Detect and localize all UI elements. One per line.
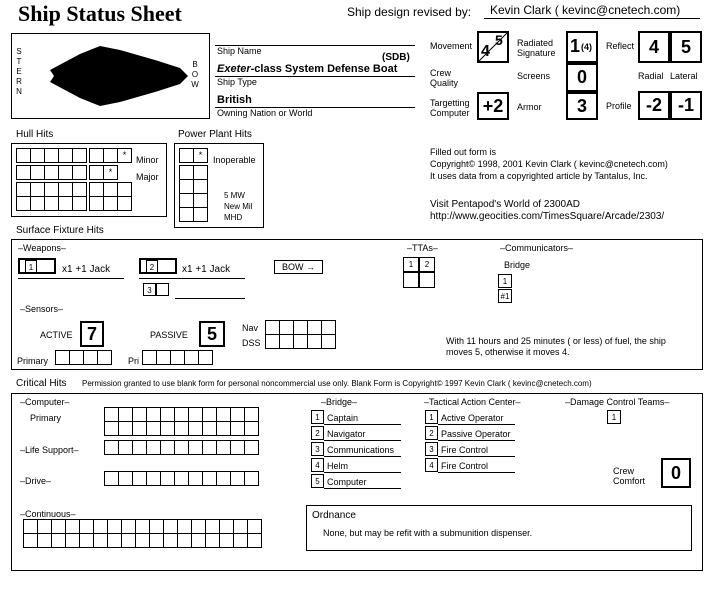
lateral-label: Lateral [670, 71, 698, 81]
continuous-label: –Continuous– [20, 509, 76, 519]
radiated-box [566, 31, 598, 63]
profile-radial-box [638, 91, 670, 120]
note-line-1: Filled out form is [430, 147, 497, 157]
ttas-label: –TTAs– [407, 243, 438, 253]
surface-box [11, 239, 703, 370]
tactical-item[interactable]: 2 Passive Operator [425, 426, 515, 442]
weapon-1-text: x1 +1 Jack [62, 264, 111, 275]
ship-class [217, 63, 397, 75]
crew-comfort-value: 0 [670, 463, 681, 483]
weapon-2-text: x1 +1 Jack [182, 264, 231, 275]
screens-box [566, 63, 598, 92]
radiated-label: Radiated Signature [517, 38, 556, 58]
hull-extra-grid[interactable] [17, 183, 87, 211]
ordnance-text: None, but may be refit with a submunition dispenser. [323, 528, 533, 538]
fuel-note-2: moves 5, otherwise it moves 4. [446, 347, 570, 357]
power-inoperable: Inoperable [213, 155, 256, 165]
tta-4[interactable] [419, 272, 435, 288]
passive-value: 5 [206, 324, 217, 344]
fuel-note-1: With 11 hours and 25 minutes ( or less) of fuel, the ship [446, 336, 666, 346]
comm-2[interactable]: #1 [498, 289, 512, 303]
ship-name-label: Ship Name [217, 46, 262, 56]
tta-1[interactable]: 1 [403, 257, 419, 272]
bridge-item[interactable]: 5 Computer [311, 474, 401, 490]
ship-type-label: Ship Type [217, 77, 257, 87]
nav-label: Nav [242, 323, 259, 333]
armor-box [566, 92, 598, 120]
reflect-lateral-box [670, 31, 702, 63]
power-spec-1: 5 MW [224, 191, 245, 200]
ship-code: (SDB) [382, 52, 410, 63]
dss-label: DSS [242, 338, 261, 348]
drive-grid[interactable] [105, 472, 259, 486]
bridge-item[interactable]: 4 Helm [311, 458, 401, 474]
bridge-item[interactable]: 3 Communications [311, 442, 401, 458]
stern-label: S T E R N [16, 47, 22, 96]
power-spec-3: MHD [224, 213, 243, 222]
hull-minor-star: * [117, 148, 132, 163]
movement-top: 5 [495, 32, 503, 48]
bridge-item[interactable]: 2 Navigator [311, 426, 401, 442]
active-box [80, 321, 104, 347]
reflect-lateral-value: 5 [680, 37, 691, 57]
radial-label: Radial [638, 71, 664, 81]
sensor-pri-grid[interactable] [143, 351, 213, 365]
armor-value: 3 [576, 96, 587, 116]
reflect-radial-value: 4 [648, 37, 659, 57]
reflect-label: Reflect [606, 41, 635, 51]
comm-1[interactable]: 1 [498, 274, 512, 288]
note-line-3: It uses data from a copyrighted article by Tantalus, Inc. [430, 171, 648, 181]
computer-grid[interactable] [105, 408, 259, 436]
tta-2[interactable]: 2 [419, 257, 435, 272]
weapon-3-num[interactable]: 3 [143, 283, 156, 296]
sensor-primary-grid[interactable] [56, 351, 112, 365]
hull-major-row-2[interactable] [90, 166, 118, 180]
weapon-1-num: 1 [25, 260, 37, 273]
critical-permission: Permission granted to use blank form for personal noncommercial use only. Blank Form is Copyright© 1997 Kevin Clark ( kevinc@cnetech.com) [82, 379, 592, 388]
ship-class-italic: Exeter [217, 63, 251, 75]
movement-bottom: 4 [481, 43, 490, 60]
crew-quality-label: Crew Quality [430, 68, 459, 88]
ship-nation-label: Owning Nation or World [217, 108, 313, 118]
hull-minor-label: Minor [136, 155, 159, 165]
bow-arrow-label: BOW → [282, 262, 315, 272]
hull-major-star: * [103, 165, 118, 180]
passive-label: PASSIVE [150, 330, 188, 340]
note-line-2: Copyright© 1998, 2001 Kevin Clark ( kevinc@cnetech.com) [430, 159, 668, 169]
ship-nation: British [217, 94, 252, 106]
weapon-1-line [18, 278, 124, 279]
tactical-item[interactable]: 4 Fire Control [425, 458, 515, 474]
crew-comfort-box [661, 458, 691, 488]
revised-label: Ship design revised by: [347, 5, 472, 19]
comm-bridge-label: Bridge [504, 260, 531, 270]
damage-control-1[interactable]: 1 [607, 410, 621, 424]
sensor-primary-label: Primary [17, 356, 48, 366]
nav-dss-grid[interactable] [266, 321, 336, 349]
continuous-grid[interactable] [24, 520, 262, 548]
weapon-3-cell[interactable] [156, 283, 169, 296]
power-grid[interactable] [180, 166, 208, 222]
revised-underline [484, 18, 700, 19]
power-top-row[interactable] [180, 149, 208, 163]
page-title: Ship Status Sheet [18, 1, 182, 26]
sensor-pri-label: Pri [128, 356, 139, 366]
weapon-2-line [139, 278, 245, 279]
surface-title: Surface Fixture Hits [16, 225, 104, 236]
profile-lateral-value: -1 [677, 95, 694, 115]
profile-label: Profile [606, 101, 632, 111]
damage-control-label: –Damage Control Teams– [565, 397, 670, 407]
note-line-4: Visit Pentapod's World of 2300AD [430, 199, 580, 210]
ordnance-label: Ordnance [312, 510, 356, 521]
ship-silhouette [40, 40, 190, 112]
weapon-1-box[interactable] [18, 258, 56, 274]
weapons-label: –Weapons– [18, 243, 66, 253]
hull-minor-row-2[interactable] [90, 149, 132, 163]
tactical-item[interactable]: 3 Fire Control [425, 442, 515, 458]
bridge-item[interactable]: 1 Captain [311, 410, 401, 426]
hull-major-label: Major [136, 172, 159, 182]
weapon-2-num: 2 [146, 260, 158, 273]
note-line-5[interactable]: http://www.geocities.com/TimesSquare/Arcade/2303/ [430, 211, 665, 222]
sensors-label: –Sensors– [20, 304, 64, 314]
screens-value: 0 [576, 67, 587, 87]
power-spec-2: New Mil [224, 202, 253, 211]
power-plant-title: Power Plant Hits [178, 129, 252, 140]
hull-extra-grid-2[interactable] [90, 183, 132, 211]
bow-label: B O W [191, 60, 199, 89]
revised-value: Kevin Clark ( kevinc@cnetech.com) [490, 3, 681, 17]
active-value: 7 [86, 324, 97, 344]
radiated-sub: (4) [581, 42, 592, 52]
hull-hits-title: Hull Hits [16, 129, 54, 140]
hull-minor-row[interactable] [17, 149, 87, 163]
hull-major-row[interactable] [17, 166, 87, 180]
life-support-grid[interactable] [105, 441, 259, 455]
targetting-value: +2 [482, 96, 504, 116]
crew-comfort-label: Crew Comfort [613, 466, 646, 486]
tactical-label: –Tactical Action Center– [424, 397, 521, 407]
power-star: * [193, 148, 208, 163]
active-label: ACTIVE [40, 330, 73, 340]
life-support-label: –Life Support– [20, 445, 79, 455]
passive-box [199, 321, 225, 347]
profile-radial-value: -2 [645, 95, 662, 115]
screens-label: Screens [517, 71, 551, 81]
radiated-value: 1 [570, 36, 581, 56]
ship-class-rest: -class System Defense Boat [250, 63, 398, 75]
targetting-box [477, 92, 509, 120]
computer-label: –Computer– [20, 397, 70, 407]
targetting-label: Targetting Computer [430, 98, 470, 118]
drive-label: –Drive– [20, 476, 52, 486]
computer-primary-label: Primary [30, 413, 61, 423]
tta-3[interactable] [403, 272, 419, 288]
bridge-label: –Bridge– [321, 397, 358, 407]
reflect-radial-box [638, 31, 670, 63]
movement-label: Movement [430, 41, 473, 51]
movement-box [477, 31, 509, 63]
armor-label: Armor [517, 102, 542, 112]
bow-label-box [274, 260, 323, 274]
profile-lateral-box [670, 91, 702, 120]
communicators-label: –Communicators– [500, 243, 574, 253]
weapon-2-box[interactable] [139, 258, 177, 274]
critical-title: Critical Hits [16, 378, 67, 389]
tactical-item[interactable]: 1 Active Operator [425, 410, 515, 426]
weapon-3-line [175, 298, 245, 299]
